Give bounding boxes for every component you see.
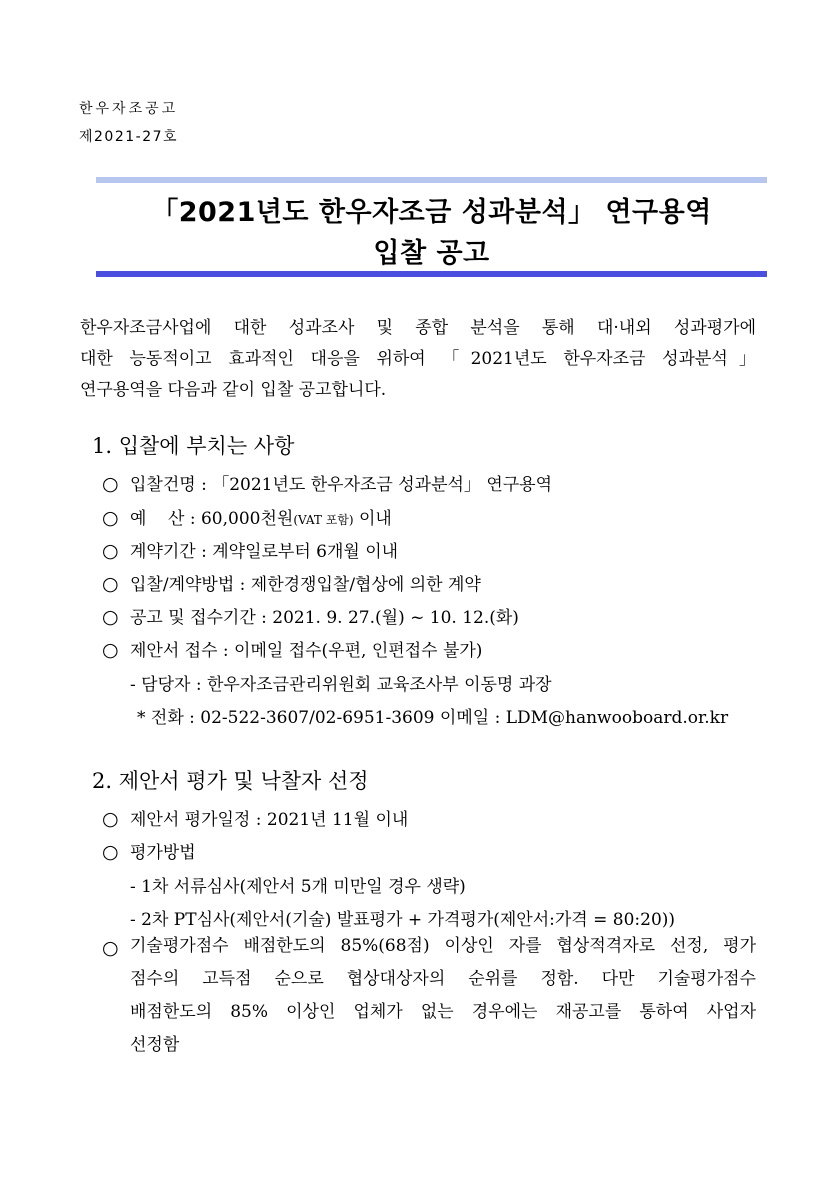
circle-bullet-icon: ○ <box>102 473 119 495</box>
circle-bullet-icon: ○ <box>102 937 119 959</box>
budget-vat-note: (VAT 포함) <box>293 513 354 527</box>
circle-bullet-icon: ○ <box>102 540 119 562</box>
contact-phone-email: * 전화 : 02-522-3607/02-6951-3609 이메일 : LDM@hanwooboard.or.kr <box>137 708 729 728</box>
intro-line: 대한 능동적이고 효과적인 대응을 위하여 「2021년도 한우자조금 성과분석」 <box>80 349 756 369</box>
circle-bullet-icon: ○ <box>102 639 119 661</box>
circle-bullet-icon: ○ <box>102 808 119 830</box>
list-item: ○ 계약기간 : 계약일로부터 6개월 이내 <box>102 540 399 562</box>
criteria-line: 점수의 고득점 순으로 협상대상자의 순위를 정함. 다만 기술평가점수 <box>130 969 756 989</box>
title-line-2: 입찰 공고 <box>373 238 490 269</box>
title-bottom-rule <box>96 271 767 277</box>
criteria-line: 선정함 <box>130 1035 180 1055</box>
sub-item: - 1차 서류심사(제안서 5개 미만일 경우 생략) <box>130 877 466 897</box>
section-1-heading: 1. 입찰에 부치는 사항 <box>92 434 295 458</box>
circle-bullet-icon: ○ <box>102 606 119 628</box>
sub-item: - 2차 PT심사(제안서(기술) 발표평가 + 가격평가(제안서:가격 = 80:20)) <box>130 910 676 930</box>
list-item: ○ 입찰/계약방법 : 제한경쟁입찰/협상에 의한 계약 <box>102 573 481 595</box>
list-item: ○ 제안서 접수 : 이메일 접수(우편, 인편접수 불가) <box>102 639 483 661</box>
notice-org: 한우자조공고 <box>79 101 179 117</box>
intro-line: 한우자조금사업에 대한 성과조사 및 종합 분석을 통해 대·내외 성과평가에 <box>80 318 756 338</box>
list-item: ○ 평가방법 <box>102 841 196 863</box>
notice-number: 제2021-27호 <box>79 129 179 145</box>
criteria-line: 배점한도의 85% 이상인 업체가 없는 경우에는 재공고를 통하여 사업자 <box>130 1002 756 1022</box>
budget-label: 예 산 : 60,000천원 <box>130 509 294 529</box>
intro-line: 연구용역을 다음과 같이 입찰 공고합니다. <box>80 380 387 400</box>
list-item: ○ 입찰건명 : 「2021년도 한우자조금 성과분석」 연구용역 <box>102 473 553 495</box>
list-item <box>102 504 392 529</box>
intro-paragraph <box>80 313 756 406</box>
criteria-line: 기술평가점수 배점한도의 85%(68점) 이상인 자를 협상적격자로 선정, 평가 <box>130 936 756 956</box>
section-2-heading: 2. 제안서 평가 및 낙찰자 선정 <box>92 769 369 793</box>
list-item: ○ 제안서 평가일정 : 2021년 11월 이내 <box>102 808 409 830</box>
criteria-paragraph <box>130 930 756 1062</box>
circle-bullet-icon: ○ <box>102 507 119 529</box>
title-line-1: 「2021년도 한우자조금 성과분석」 연구용역 <box>151 197 712 228</box>
circle-bullet-icon: ○ <box>102 573 119 595</box>
contact-person: - 담당자 : 한우자조금관리위원회 교육조사부 이동명 과장 <box>130 675 552 695</box>
title-top-rule <box>96 177 767 183</box>
budget-suffix: 이내 <box>353 509 392 529</box>
circle-bullet-icon: ○ <box>102 841 119 863</box>
list-item: ○ 공고 및 접수기간 : 2021. 9. 27.(월) ~ 10. 12.(화) <box>102 606 519 628</box>
